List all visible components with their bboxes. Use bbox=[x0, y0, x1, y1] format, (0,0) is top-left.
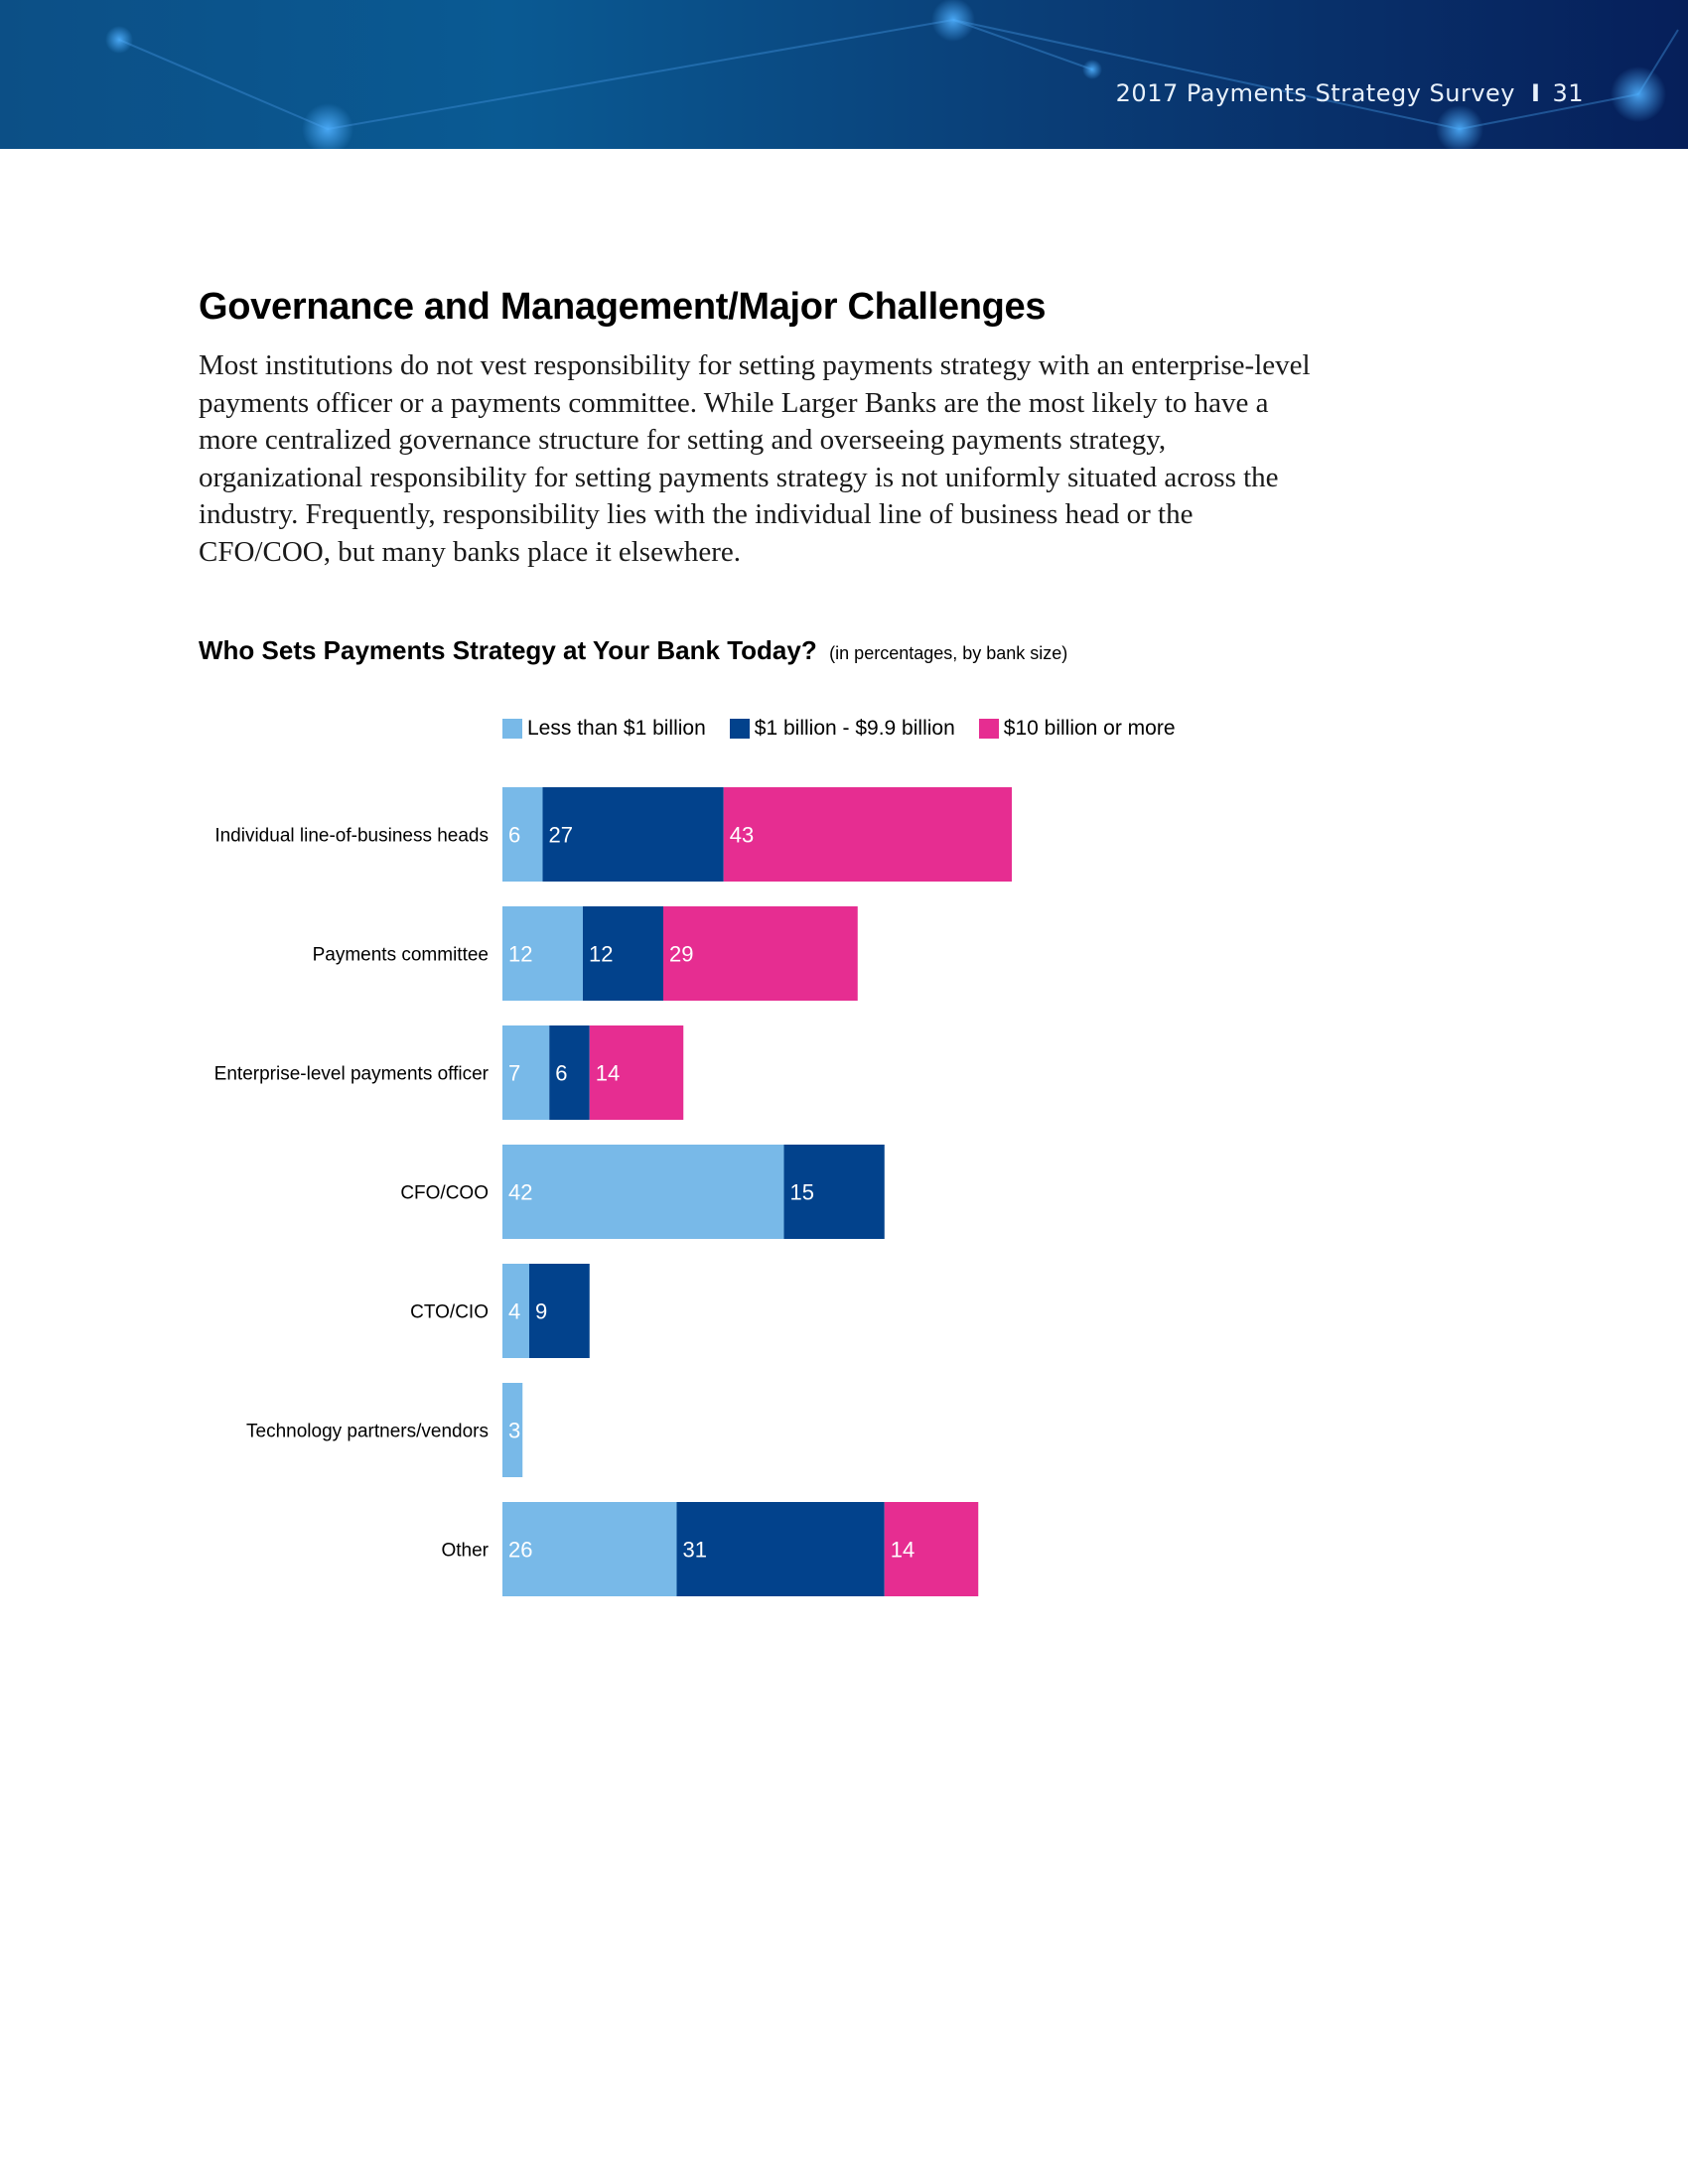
category-label: Other bbox=[441, 1540, 489, 1562]
legend-label: Less than $1 billion bbox=[527, 717, 706, 740]
category-label: Enterprise-level payments officer bbox=[213, 1063, 489, 1085]
header-separator: I bbox=[1531, 79, 1541, 107]
bar-value-label: 12 bbox=[508, 941, 533, 967]
legend-label: $1 billion - $9.9 billion bbox=[754, 717, 955, 740]
legend-label: $10 billion or more bbox=[1003, 717, 1176, 740]
category-label: CTO/CIO bbox=[410, 1301, 489, 1323]
bar-segment-series-3 bbox=[724, 787, 1012, 882]
chart-subtitle: (in percentages, by bank size) bbox=[829, 643, 1068, 663]
category-label: Technology partners/vendors bbox=[246, 1421, 489, 1442]
bar-segment-series-1 bbox=[502, 1145, 784, 1239]
bar-value-label: 42 bbox=[508, 1179, 533, 1205]
bar-value-label: 43 bbox=[729, 822, 755, 848]
bar-segment-series-2 bbox=[677, 1502, 885, 1596]
bar-value-label: 6 bbox=[555, 1060, 568, 1086]
page-title: Governance and Management/Major Challenges bbox=[199, 286, 1047, 328]
bar-value-label: 14 bbox=[890, 1537, 915, 1563]
bar-value-label: 26 bbox=[508, 1537, 533, 1563]
intro-paragraph: Most institutions do not vest responsibility for setting payments strategy with an enterprise-level payments officer or a payments committee. While Larger Banks are the most likely to have a more centralized governance structure for setting and overseeing payments strategy, organizational responsibility for setting payments strategy is not uniformly situated across the industry. Frequently, responsibility lies with the individual line of business head or the CFO/COO, but many banks place it elsewhere. bbox=[199, 349, 1311, 568]
bar-value-label: 31 bbox=[682, 1537, 707, 1563]
category-label: CFO/COO bbox=[400, 1182, 489, 1204]
bar-value-label: 7 bbox=[508, 1060, 521, 1086]
bar-value-label: 14 bbox=[595, 1060, 621, 1086]
bar-value-label: 15 bbox=[789, 1179, 814, 1205]
bar-value-label: 29 bbox=[669, 941, 694, 967]
bar-value-label: 27 bbox=[548, 822, 573, 848]
survey-title: 2017 Payments Strategy Survey bbox=[1115, 79, 1516, 107]
bar-value-label: 4 bbox=[508, 1298, 521, 1324]
page-number: 31 bbox=[1552, 79, 1584, 107]
category-label: Individual line-of-business heads bbox=[214, 825, 489, 847]
category-label: Payments committee bbox=[312, 944, 489, 966]
chart-title: Who Sets Payments Strategy at Your Bank Today? bbox=[199, 635, 817, 665]
bar-value-label: 9 bbox=[535, 1298, 548, 1324]
bar-value-label: 3 bbox=[508, 1418, 521, 1443]
bar-value-label: 12 bbox=[589, 941, 614, 967]
bar-value-label: 6 bbox=[508, 822, 521, 848]
